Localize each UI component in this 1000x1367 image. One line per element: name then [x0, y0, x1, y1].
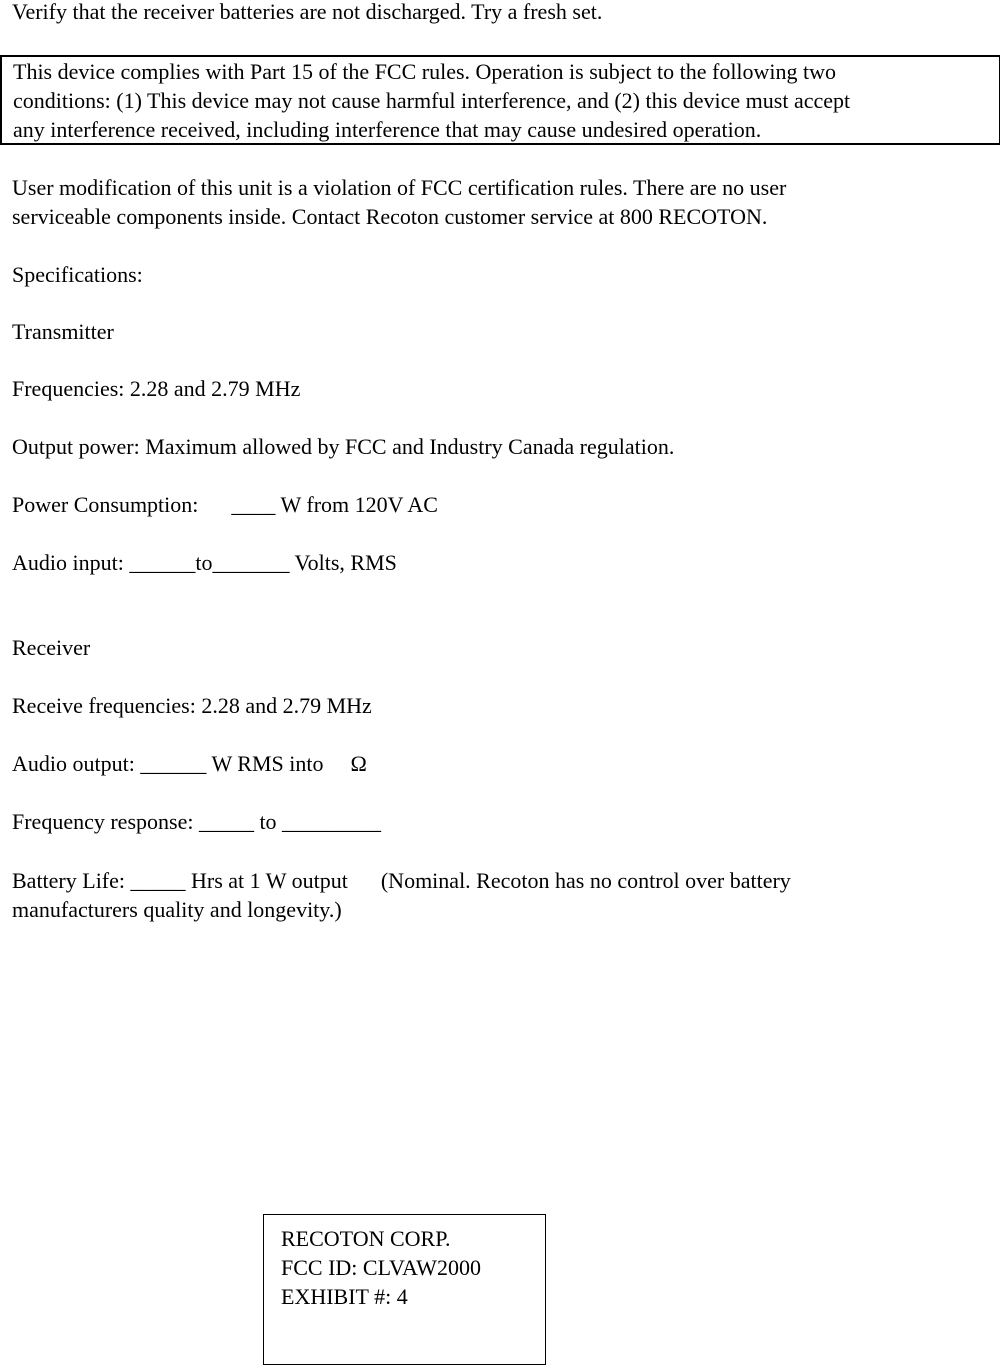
power-consumption-value: ____ W from 120V AC [231, 492, 438, 517]
exhibit-number: EXHIBIT #: 4 [281, 1284, 408, 1309]
modification-line-2: serviceable components inside. Contact Recoton customer service at 800 RECOTON. [12, 204, 768, 229]
exhibit-fcc-id: FCC ID: CLVAW2000 [281, 1255, 481, 1280]
battery-life-note: (Nominal. Recoton has no control over battery [380, 868, 791, 893]
receiver-frequency-response: Frequency response: _____ to _________ [12, 809, 382, 834]
battery-life-note-continued: manufacturers quality and longevity.) [12, 897, 342, 922]
ohm-symbol: Ω [350, 751, 367, 776]
intro-text: Verify that the receiver batteries are not discharged. Try a fresh set. [12, 0, 603, 24]
transmitter-output-power: Output power: Maximum allowed by FCC and Industry Canada regulation. [12, 434, 675, 459]
receiver-battery-life [12, 866, 791, 895]
audio-output-text: Audio output: ______ W RMS into [12, 751, 324, 776]
fcc-notice-line-3: any interference received, including interference that may cause undesired operation. [13, 117, 762, 142]
transmitter-audio-input: Audio input: ______to_______ Volts, RMS [12, 550, 397, 575]
fcc-notice-line-1: This device complies with Part 15 of the FCC rules. Operation is subject to the following two [13, 59, 837, 84]
exhibit-label-box [263, 1214, 546, 1365]
transmitter-heading: Transmitter [12, 319, 114, 344]
fcc-notice-line-2: conditions: (1) This device may not cause harmful interference, and (2) this device must accept [13, 88, 851, 113]
power-consumption-label: Power Consumption: [12, 492, 199, 517]
specifications-heading: Specifications: [12, 262, 143, 287]
fcc-compliance-notice [0, 55, 1000, 145]
receiver-heading: Receiver [12, 635, 91, 660]
transmitter-power-consumption [12, 490, 438, 519]
transmitter-frequencies: Frequencies: 2.28 and 2.79 MHz [12, 376, 301, 401]
modification-line-1: User modification of this unit is a violation of FCC certification rules. There are no user [12, 175, 787, 200]
receiver-frequencies: Receive frequencies: 2.28 and 2.79 MHz [12, 693, 372, 718]
receiver-audio-output [12, 749, 367, 778]
exhibit-company: RECOTON CORP. [281, 1226, 451, 1251]
battery-life-label: Battery Life: _____ Hrs at 1 W output [12, 868, 348, 893]
